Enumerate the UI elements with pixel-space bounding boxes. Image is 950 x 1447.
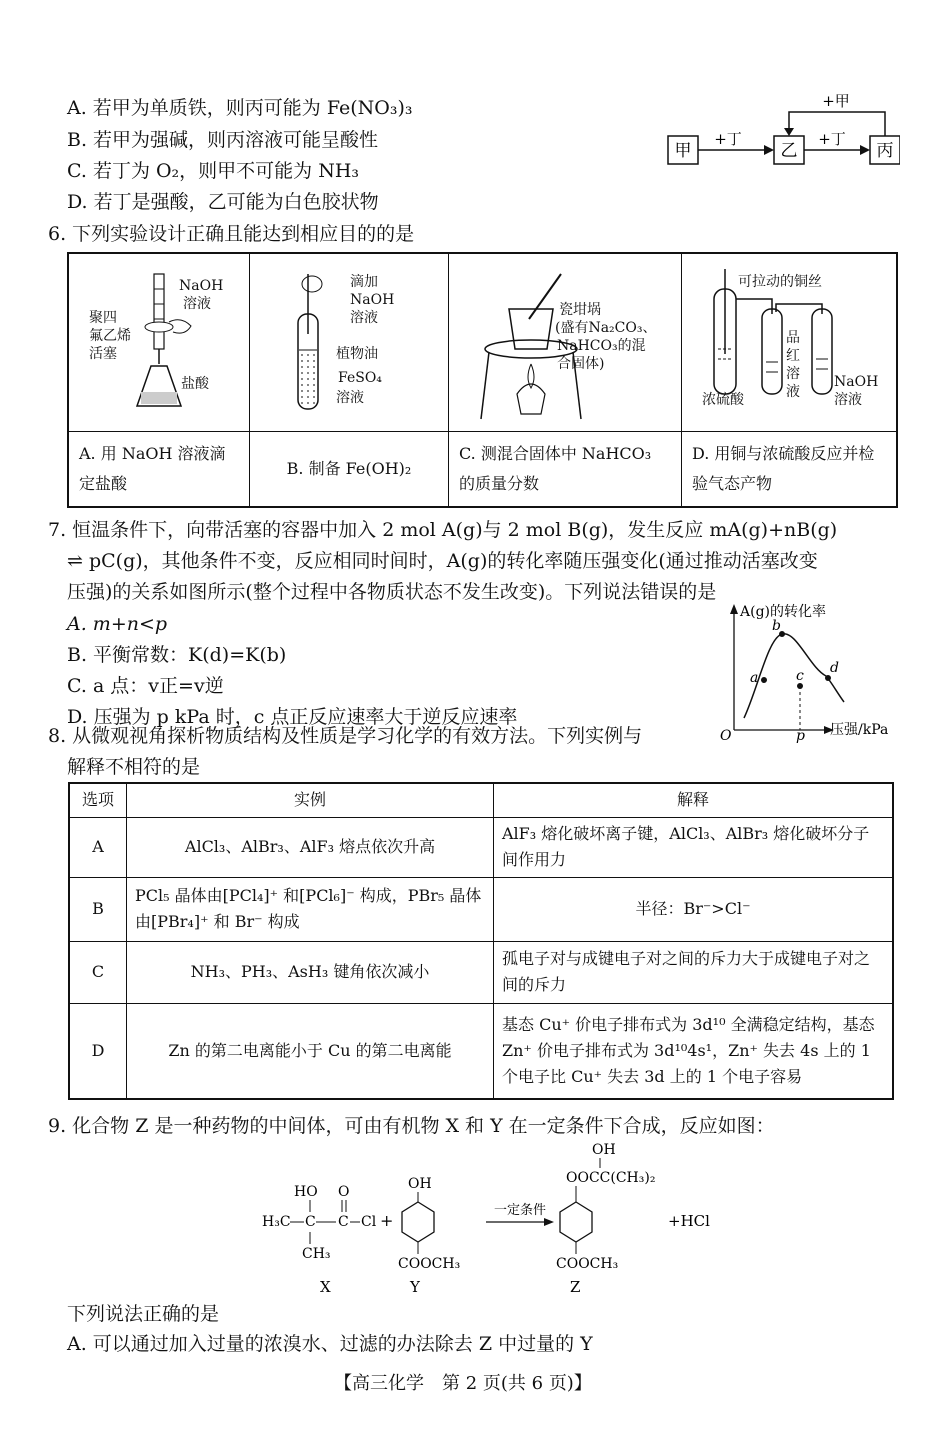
b-label-oil: 植物油 bbox=[336, 346, 378, 362]
q8-row-c-option: C bbox=[69, 941, 127, 1003]
d-label-copper-wire: 可拉动的铜丝 bbox=[738, 274, 822, 290]
table-row bbox=[69, 941, 893, 1003]
q6-cell-a-figure bbox=[68, 253, 250, 431]
q6-caption-c: C. 测混合固体中 NaHCO₃ 的质量分数 bbox=[449, 431, 682, 507]
x-ho: HO bbox=[294, 1184, 318, 1200]
d-label-red-4: 液 bbox=[786, 384, 800, 400]
a-label-solution: 溶液 bbox=[183, 296, 211, 312]
label-jia: 甲 bbox=[674, 141, 692, 161]
label-bing: 丙 bbox=[876, 141, 894, 161]
q8-row-b-explain: 半径：Br⁻>Cl⁻ bbox=[494, 877, 894, 941]
x-ch3: CH₃ bbox=[302, 1246, 331, 1262]
x-o: O bbox=[338, 1184, 350, 1200]
x-cl: Cl bbox=[361, 1214, 377, 1230]
d-label-red-1: 品 bbox=[786, 330, 800, 346]
d-label-solution: 溶液 bbox=[834, 392, 862, 408]
b-label-feso4: FeSO₄ bbox=[338, 370, 382, 386]
q9-stem: 9. 化合物 Z 是一种药物的中间体，可由有机物 X 和 Y 在一定条件下合成，反应如图： bbox=[48, 1115, 775, 1137]
z-label: Z bbox=[570, 1278, 581, 1296]
y-benzene-ring bbox=[402, 1202, 434, 1242]
graph-point-a: a bbox=[750, 670, 759, 686]
c-label-crucible: 瓷坩埚 bbox=[559, 302, 601, 318]
condition-label: 一定条件 bbox=[494, 1203, 547, 1218]
q6-caption-a: A. 用 NaOH 溶液滴定盐酸 bbox=[68, 431, 250, 507]
c-label-contents-2: NaHCO₃的混 bbox=[557, 338, 646, 354]
b-label-naoh: NaOH bbox=[350, 292, 395, 308]
q8-header-example: 实例 bbox=[127, 783, 494, 817]
q5-option-b: B. 若甲为强碱，则丙溶液可能呈酸性 bbox=[67, 129, 379, 151]
q8-row-c-explain: 孤电子对与成键电子对之间的斥力大于成键电子对之间的斥力 bbox=[494, 941, 894, 1003]
graph-point-d: d bbox=[830, 660, 839, 676]
y-oh: OH bbox=[408, 1176, 432, 1192]
q8-header-explain: 解释 bbox=[494, 783, 894, 817]
q6-caption-b: B. 制备 Fe(OH)₂ bbox=[250, 431, 449, 507]
q8-row-b-example: PCl₅ 晶体由[PCl₄]⁺ 和[PCl₆]⁻ 构成，PBr₅ 晶体由[PBr₄]⁺ 和 Br⁻ 构成 bbox=[127, 877, 494, 941]
q8-stem-line1: 8. 从微观视角探析物质结构及性质是学习化学的有效方法。下列实例与 bbox=[48, 725, 643, 747]
a-label-ptfe-3: 活塞 bbox=[89, 346, 117, 362]
d-label-naoh: NaOH bbox=[834, 374, 879, 390]
x-h3c: H₃C bbox=[262, 1214, 291, 1230]
a-label-ptfe-1: 聚四 bbox=[89, 310, 117, 326]
c-label-contents-3: 合固体) bbox=[557, 356, 605, 372]
point-a-marker bbox=[761, 677, 767, 683]
q7-option-c: C. a 点：v正=v逆 bbox=[67, 675, 224, 697]
q7-conversion-graph bbox=[718, 598, 898, 743]
d-label-red-2: 红 bbox=[786, 348, 800, 364]
graph-p-tick: p bbox=[796, 728, 805, 743]
q5-option-d: D. 若丁是强酸，乙可能为白色胶状物 bbox=[67, 191, 379, 213]
d-label-red-3: 溶 bbox=[786, 366, 800, 382]
q9-prompt: 下列说法正确的是 bbox=[67, 1303, 220, 1325]
q7-option-a: A. m+n<p bbox=[67, 613, 168, 635]
q5-option-c: C. 若丁为 O₂，则甲不可能为 NH₃ bbox=[67, 160, 360, 182]
z-oh: OH bbox=[592, 1142, 616, 1158]
x-c1: C bbox=[305, 1214, 316, 1230]
q9-reaction-scheme bbox=[258, 1140, 728, 1298]
page-footer: 【高三化学 第 2 页(共 6 页)】 bbox=[334, 1373, 592, 1394]
graph-point-c: c bbox=[796, 668, 804, 684]
x-c2: C bbox=[338, 1214, 349, 1230]
q8-table bbox=[68, 782, 894, 1100]
q8-stem-line2: 解释不相符的是 bbox=[67, 756, 201, 778]
b-label-solution-1: 溶液 bbox=[350, 310, 378, 326]
q8-row-a-explain: AlF₃ 熔化破坏离子键，AlCl₃、AlBr₃ 熔化破坏分子间作用力 bbox=[494, 817, 894, 877]
label-yi: 乙 bbox=[780, 141, 798, 161]
b-label-add: 滴加 bbox=[350, 274, 378, 290]
d-label-conc-h2so4: 浓硫酸 bbox=[702, 392, 744, 408]
q6-cell-d-figure bbox=[682, 253, 898, 431]
q7-stem-line2: ⇌ pC(g)，其他条件不变，反应相同时间时，A(g)的转化率随压强变化(通过推动活塞改变 bbox=[67, 550, 818, 572]
q6-experiment-table bbox=[67, 252, 898, 508]
q7-stem-line3: 压强)的关系如图所示(整个过程中各物质状态不发生改变)。下列说法错误的是 bbox=[67, 581, 717, 603]
graph-origin: O bbox=[720, 728, 732, 743]
y-label: Y bbox=[410, 1278, 420, 1296]
x-label: X bbox=[320, 1278, 331, 1296]
a-label-hcl: 盐酸 bbox=[181, 376, 209, 392]
z-cooch3: COOCH₃ bbox=[556, 1256, 619, 1272]
q8-row-b-option: B bbox=[69, 877, 127, 941]
table-row bbox=[69, 1003, 893, 1099]
label-plus-jia: +甲 bbox=[822, 92, 850, 110]
y-cooch3: COOCH₃ bbox=[398, 1256, 461, 1272]
q8-row-a-option: A bbox=[69, 817, 127, 877]
q8-row-d-option: D bbox=[69, 1003, 127, 1099]
a-label-naoh: NaOH bbox=[179, 278, 224, 294]
q8-header-option: 选项 bbox=[69, 783, 127, 817]
q6-stem: 6. 下列实验设计正确且能达到相应目的的是 bbox=[48, 223, 415, 245]
label-plus-ding-1: +丁 bbox=[714, 130, 742, 148]
q8-row-d-explain: 基态 Cu⁺ 价电子排布式为 3d¹⁰ 全满稳定结构，基态 Zn⁺ 价电子排布式为 3d¹⁰4s¹，Zn⁺ 失去 4s 上的 1 个电子比 Cu⁺ 失去 3d 上的 1 个电子容易 bbox=[494, 1003, 894, 1099]
q6-caption-d: D. 用铜与浓硫酸反应并检验气态产物 bbox=[682, 431, 898, 507]
q8-row-d-example: Zn 的第二电离能小于 Cu 的第二电离能 bbox=[127, 1003, 494, 1099]
a-label-ptfe-2: 氟乙烯 bbox=[89, 328, 131, 344]
z-ester-group: OOCC(CH₃)₂ bbox=[566, 1170, 656, 1186]
q5-option-a: A. 若甲为单质铁，则丙可能为 Fe(NO₃)₃ bbox=[67, 97, 413, 119]
q7-option-d: D. 压强为 p kPa 时，c 点正反应速率大于逆反应速率 bbox=[67, 706, 518, 728]
q5-conversion-diagram bbox=[660, 90, 900, 172]
q6-cell-c-figure bbox=[449, 253, 682, 431]
b-label-solution-2: 溶液 bbox=[336, 390, 364, 406]
graph-point-b: b bbox=[772, 618, 781, 634]
z-benzene-ring bbox=[560, 1202, 592, 1242]
q7-option-b: B. 平衡常数：K(d)=K(b) bbox=[67, 644, 287, 666]
graph-ylabel: A(g)的转化率 bbox=[740, 604, 826, 620]
q7-stem-line1: 7. 恒温条件下，向带活塞的容器中加入 2 mol A(g)与 2 mol B(g)，发生反应 mA(g)+nB(g) bbox=[48, 519, 838, 541]
c-label-contents-1: (盛有Na₂CO₃、 bbox=[555, 320, 657, 336]
q8-row-c-example: NH₃、PH₃、AsH₃ 键角依次减小 bbox=[127, 941, 494, 1003]
byproduct-hcl: +HCl bbox=[668, 1212, 710, 1230]
graph-xlabel: 压强/kPa bbox=[830, 722, 889, 738]
q9-option-a: A. 可以通过加入过量的浓溴水、过滤的办法除去 Z 中过量的 Y bbox=[67, 1333, 593, 1355]
q8-row-a-example: AlCl₃、AlBr₃、AlF₃ 熔点依次升高 bbox=[127, 817, 494, 877]
label-plus-ding-2: +丁 bbox=[818, 130, 846, 148]
q6-cell-b-figure bbox=[250, 253, 449, 431]
table-row bbox=[69, 817, 893, 877]
table-row bbox=[69, 877, 893, 941]
plus-sign: + bbox=[380, 1211, 394, 1230]
